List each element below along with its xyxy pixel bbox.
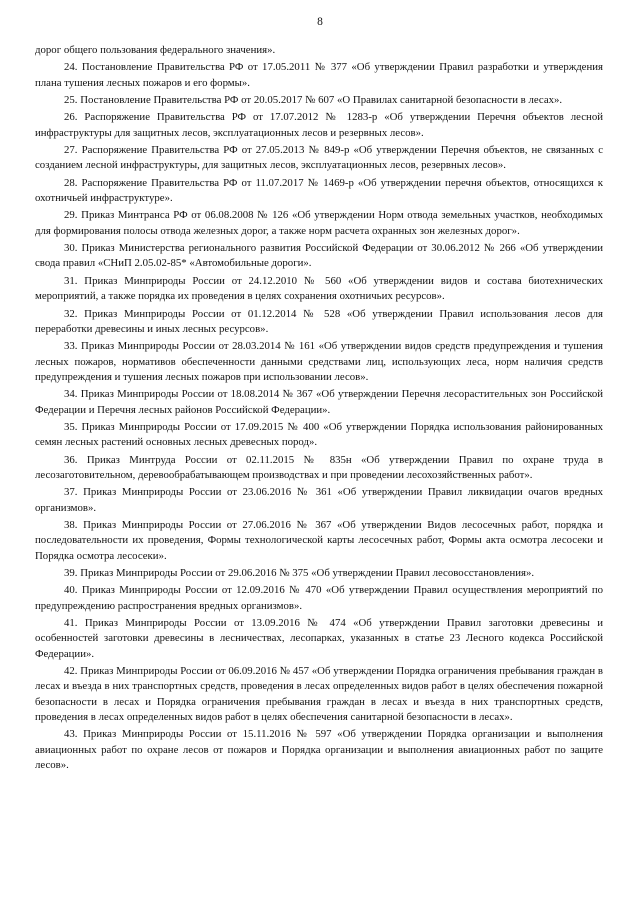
list-item-35: 35. Приказ Минприроды России от 17.09.2015 № 400 «Об утверждении Порядка использования районированных семян лесных растений основных лесных древесных пород». — [35, 420, 603, 449]
document-body — [35, 43, 603, 773]
continuation-paragraph: дорог общего пользования федерального значения». — [35, 44, 276, 56]
list-item-25: 25. Постановление Правительства РФ от 20.05.2017 № 607 «О Правилах санитарной безопасности в лесах». — [64, 94, 563, 107]
list-item-30: 30. Приказ Министерства регионального развития Российской Федерации от 30.06.2012 № 266 «Об утверждении свода правил «СНиП 2.05.02-85* «Автомобильные дороги». — [35, 242, 603, 270]
list-item-41: 41. Приказ Минприроды России от 13.09.2016 № 474 «Об утверждении Правил заготовки древесины и особенностей заготовки древесины в лесничествах, лесопарках, указанных в статье 23 Лесного кодекса Российской Федерации». — [35, 617, 603, 660]
list-item-34: 34. Приказ Минприроды России от 18.08.2014 № 367 «Об утверждении Перечня лесорастительных зон Российской Федерации и Перечня лесных районов Российской Федерации». — [35, 388, 603, 416]
list-item-24: 24. Постановление Правительства РФ от 17.05.2011 № 377 «Об утверждении Правил разработки и утверждения плана тушения лесных пожаров и его формы». — [35, 61, 603, 89]
page-number: 8 — [317, 16, 323, 28]
list-item-36: 36. Приказ Минтруда России от 02.11.2015 № 835н «Об утверждении Правил по охране труда в лесозаготовительном, деревообрабатывающем производствах и при проведении лесохозяйственных работ». — [35, 453, 603, 481]
list-item-43: 43. Приказ Минприроды России от 15.11.2016 № 597 «Об утверждении Порядка организации и выполнения авиационных работ по охране лесов от пожаров и Порядка организации и выполнения авиационных работ по защите лесов». — [35, 728, 603, 772]
list-item-26: 26. Распоряжение Правительства РФ от 17.07.2012 № 1283-р «Об утверждении Перечня объектов лесной инфраструктуры для защитных лесов, эксплуатационных лесов и резервных лесов». — [35, 111, 603, 139]
list-item-33: 33. Приказ Минприроды России от 28.03.2014 № 161 «Об утверждении видов средств предупреждения и тушения лесных пожаров, нормативов обеспеченности данными средствами лиц, использующих леса, норм наличия средств предупреждения и тушения лесных пожаров при использовании лесов». — [35, 340, 603, 383]
list-item-27: 27. Распоряжение Правительства РФ от 27.05.2013 № 849-р «Об утверждении Перечня объектов, не связанных с созданием лесной инфраструктуры, для защитных лесов, эксплуатационных лесов, резервных лесов». — [35, 144, 603, 172]
list-item-37: 37. Приказ Минприроды России от 23.06.2016 № 361 «Об утверждении Правил ликвидации очагов вредных организмов». — [35, 486, 603, 514]
list-item-38: 38. Приказ Минприроды России от 27.06.2016 № 367 «Об утверждении Видов лесосечных работ, порядка и последовательности их проведения, Формы технологической карты лесосечных работ, Формы акта осмотра лесосеки и Порядка осмотра лесосеки». — [35, 518, 603, 562]
list-item-42: 42. Приказ Минприроды России от 06.09.2016 № 457 «Об утверждении Порядка ограничения пребывания граждан в лесах и въезда в них транспортных средств, проведения в лесах определенных видов работ в целях обеспечения пожарной безопасности в лесах и Порядка ограничения пребывания граждан в лесах и въезда в них транспортных средств, проведения в лесах определенных видов работ в целях обеспечения санитарной безопасности в лесах». — [35, 665, 603, 724]
list-item-39: 39. Приказ Минприроды России от 29.06.2016 № 375 «Об утверждении Правил лесовосстановления». — [64, 567, 535, 579]
list-item-31: 31. Приказ Минприроды России от 24.12.2010 № 560 «Об утверждении видов и состава биотехнических мероприятий, а также порядка их проведения в целях сохранения охотничьих ресурсов». — [35, 274, 603, 303]
list-item-40: 40. Приказ Минприроды России от 12.09.2016 № 470 «Об утверждении Правил осуществления мероприятий по предупреждению распространения вредных организмов». — [35, 584, 603, 612]
list-item-28: 28. Распоряжение Правительства РФ от 11.07.2017 № 1469-р «Об утверждении перечня объектов, относящихся к охотничьей инфраструктуре». — [35, 176, 603, 205]
list-item-29: 29. Приказ Минтранса РФ от 06.08.2008 № 126 «Об утверждении Норм отвода земельных участков, необходимых для формирования полосы отвода железных дорог, а также норм расчета охранных зон железных дорог». — [35, 209, 603, 237]
list-item-32: 32. Приказ Минприроды России от 01.12.2014 № 528 «Об утверждении Правил использования лесов для переработки древесины и иных лесных ресурсов». — [35, 307, 603, 335]
